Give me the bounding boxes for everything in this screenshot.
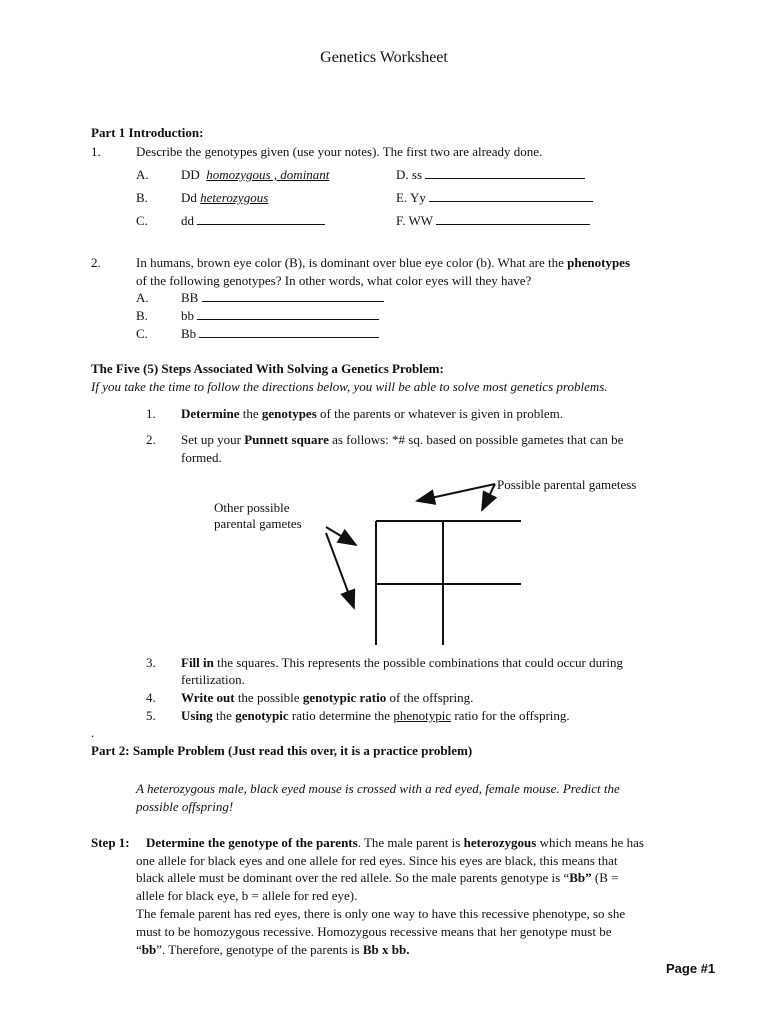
sample-step1-line7: “bb”. Therefore, genotype of the parents is Bb x bb. <box>136 942 410 957</box>
diagram-arrows <box>326 484 495 608</box>
q1-text: Describe the genotypes given (use your notes). The first two are already done. <box>136 144 543 159</box>
part2-heading: Part 2: Sample Problem (Just read this over, it is a practice problem) <box>91 743 473 758</box>
page-title: Genetics Worksheet <box>320 49 448 66</box>
q2-item-a: A. <box>136 290 149 305</box>
step1-number: 1. <box>146 406 156 421</box>
q1-item-d: D. ss <box>396 166 585 184</box>
answer-blank[interactable] <box>197 307 379 320</box>
answer-blank[interactable] <box>197 212 325 225</box>
q1-item-c-answer: dd <box>181 212 325 230</box>
q1-item-a: A. <box>136 167 149 182</box>
arrow-to-top-left <box>417 484 495 501</box>
part1-heading: Part 1 Introduction: <box>91 125 204 140</box>
sample-step1-line1: Determine the genotype of the parents. The male parent is heterozygous which means he has <box>146 835 644 850</box>
step1-label: Step 1: <box>91 835 130 850</box>
step5-text: Using the genotypic ratio determine the phenotypic ratio for the offspring. <box>181 708 570 723</box>
stray-dot: . <box>91 725 95 740</box>
q1-item-f: F. WW <box>396 212 590 230</box>
q1-item-e: E. Yy <box>396 189 593 207</box>
problem-line1: A heterozygous male, black eyed mouse is crossed with a red eyed, female mouse. Predict the <box>136 781 620 796</box>
step1-text: Determine the genotypes of the parents or whatever is given in problem. <box>181 406 563 421</box>
punnett-grid <box>376 521 521 645</box>
step5-number: 5. <box>146 708 156 723</box>
step2-text-line2: formed. <box>181 450 222 465</box>
q2-item-c-answer: Bb <box>181 325 379 343</box>
q2-item-c: C. <box>136 326 148 341</box>
answer-blank[interactable] <box>429 189 593 202</box>
answer-blank[interactable] <box>425 166 585 179</box>
step4-text: Write out the possible genotypic ratio of the offspring. <box>181 690 474 705</box>
arrow-to-row1 <box>326 527 356 545</box>
arrow-to-row2 <box>326 533 354 608</box>
sample-step1-line3: black allele must be dominant over the red allele. So the male parents genotype is “Bb” (B = <box>136 870 619 885</box>
step4-number: 4. <box>146 690 156 705</box>
step2-text: Set up your Punnett square as follows: *# sq. based on possible gametes that can be <box>181 432 624 447</box>
steps-heading: The Five (5) Steps Associated With Solving a Genetics Problem: <box>91 361 444 376</box>
q2-number: 2. <box>91 255 101 270</box>
step2-number: 2. <box>146 432 156 447</box>
diagram-label-top: Possible parental gametess <box>497 477 637 492</box>
sample-step1-line5: The female parent has red eyes, there is only one way to have this recessive phenotype, so she <box>136 906 626 921</box>
q2-item-b-answer: bb <box>181 307 379 325</box>
arrow-to-top-right <box>482 484 495 510</box>
q2-text-line1: In humans, brown eye color (B), is dominant over blue eye color (b). What are the phenotypes <box>136 255 631 270</box>
sample-step1-line4: allele for black eye, b = allele for red eye). <box>136 888 358 903</box>
sample-step1-line6: must to be homozygous recessive. Homozygous recessive means that her genotype must be <box>136 924 612 939</box>
answer-blank[interactable] <box>199 325 379 338</box>
diagram-label-left-1: Other possible <box>214 500 290 515</box>
step3-number: 3. <box>146 655 156 670</box>
q2-item-a-answer: BB <box>181 289 384 307</box>
q2-item-b: B. <box>136 308 148 323</box>
step3-text: Fill in the squares. This represents the possible combinations that could occur during <box>181 655 624 670</box>
problem-line2: possible offspring! <box>136 799 234 814</box>
q1-item-b: B. <box>136 190 148 205</box>
page-number: Page #1 <box>666 961 716 976</box>
q1-item-c: C. <box>136 213 148 228</box>
steps-intro: If you take the time to follow the directions below, you will be able to solve most genetics problems. <box>91 379 608 394</box>
q1-item-b-answer: Dd heterozygous <box>181 190 269 205</box>
q2-text-line2: of the following genotypes? In other words, what color eyes will they have? <box>136 273 532 288</box>
answer-blank[interactable] <box>436 212 590 225</box>
step3-text-line2: fertilization. <box>181 672 245 687</box>
q1-number: 1. <box>91 144 101 159</box>
answer-blank[interactable] <box>202 289 384 302</box>
q1-item-a-answer: DD homozygous , dominant <box>181 167 330 182</box>
sample-step1-line2: one allele for black eyes and one allele for red eyes. Since his eyes are black, this means that <box>136 853 618 868</box>
diagram-label-left-2: parental gametes <box>214 516 302 531</box>
